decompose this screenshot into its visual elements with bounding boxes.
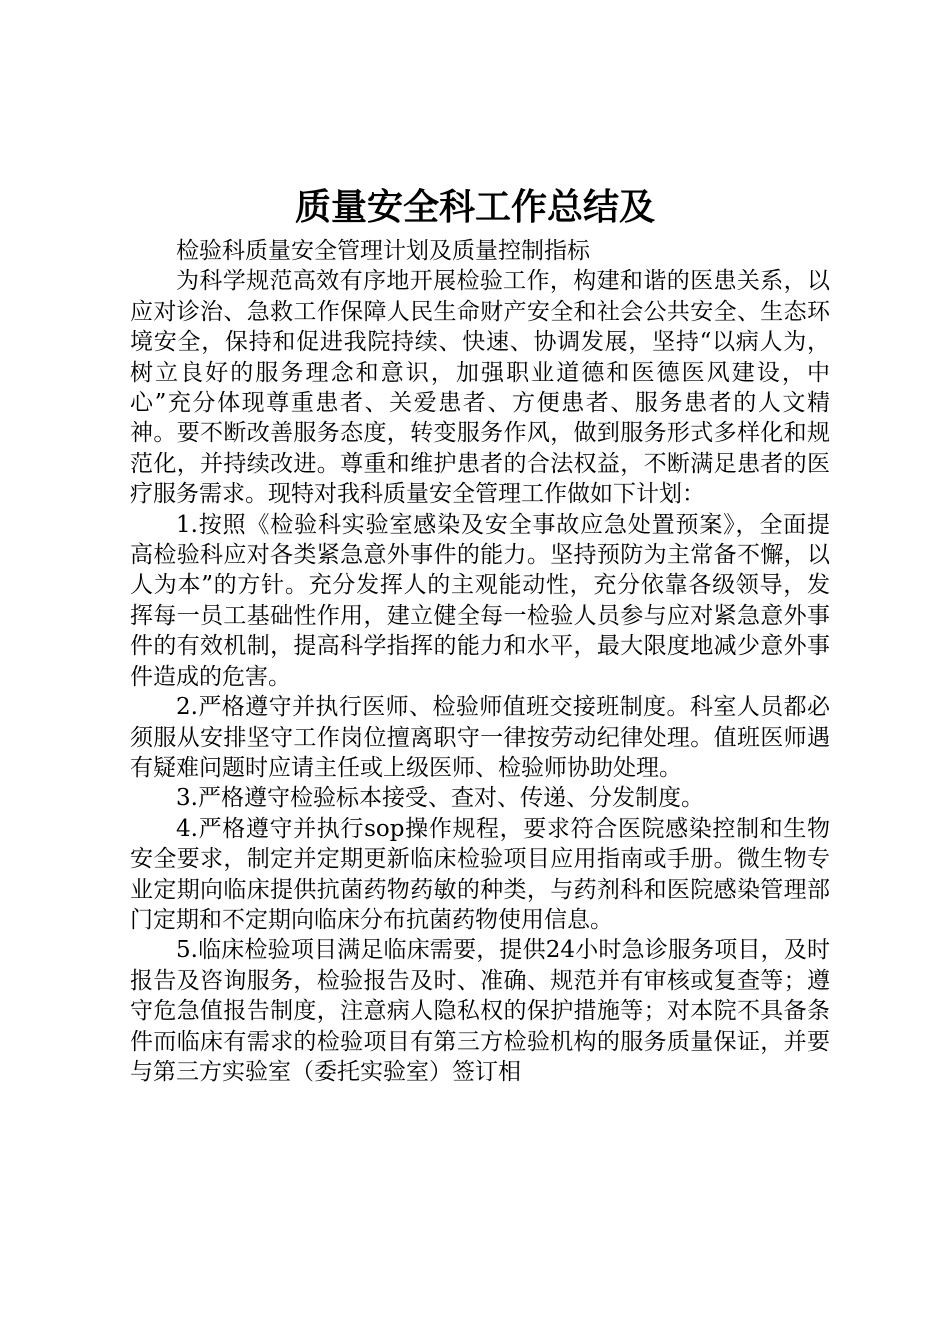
body-paragraph-item-5: 5.临床检验项目满足临床需要，提供24小时急诊服务项目，及时报告及咨询服务，检验报告及时、准确、规范并有审核或复查等；遵守危急值报告制度，注意病人隐私权的保护措施等；对本院不具备条件而临床有需求的检验项目有第三方检验机构的服务质量保证，并要与第三方实验室（委托实验室）签订相 <box>130 937 830 1085</box>
document-subtitle: 检验科质量安全管理计划及质量控制指标 <box>176 238 590 264</box>
body-paragraph-item-3: 3.严格遵守检验标本接受、查对、传递、分发制度。 <box>176 785 704 812</box>
document-body <box>130 236 830 1087</box>
body-paragraph-intro: 为科学规范高效有序地开展检验工作，构建和谐的医患关系，以应对诊治、急救工作保障人民生命财产安全和社会公共安全、生态环境安全，保持和促进我院持续、快速、协调发展，坚持“以病人为，树立良好的服务理念和意识，加强职业道德和医德医风建设，中心”充分体现尊重患者、关爱患者、方便患者、服务患者的人文精神。要不断改善服务态度，转变服务作风，做到服务形式多样化和规范化，并持续改进。尊重和维护患者的合法权益，不断满足患者的医疗服务需求。现特对我科质量安全管理工作做如下计划： <box>130 268 830 508</box>
body-paragraph-item-1: 1.按照《检验科实验室感染及安全事故应急处置预案》，全面提高检验科应对各类紧急意外事件的能力。坚持预防为主常备不懈，以人为本”的方针。充分发挥人的主观能动性，充分依靠各级领导，发挥每一员工基础性作用，建立健全每一检验人员参与应对紧急意外事件的有效机制，提高科学指挥的能力和水平，最大限度地减少意外事件造成的危害。 <box>130 511 830 690</box>
document-title: 质量安全科工作总结及 <box>294 186 655 228</box>
body-paragraph-item-4: 4.严格遵守并执行sop操作规程，要求符合医院感染控制和生物安全要求，制定并定期更新临床检验项目应用指南或手册。微生物专业定期向临床提供抗菌药物药敏的种类，与药剂科和医院感染管理部门定期和不定期向临床分布抗菌药物使用信息。 <box>130 815 830 933</box>
body-paragraph-item-2: 2.严格遵守并执行医师、检验师值班交接班制度。科室人员都必须服从安排坚守工作岗位擅离职守一律按劳动纪律处理。值班医师遇有疑难问题时应请主任或上级医师、检验师协助处理。 <box>130 694 830 781</box>
